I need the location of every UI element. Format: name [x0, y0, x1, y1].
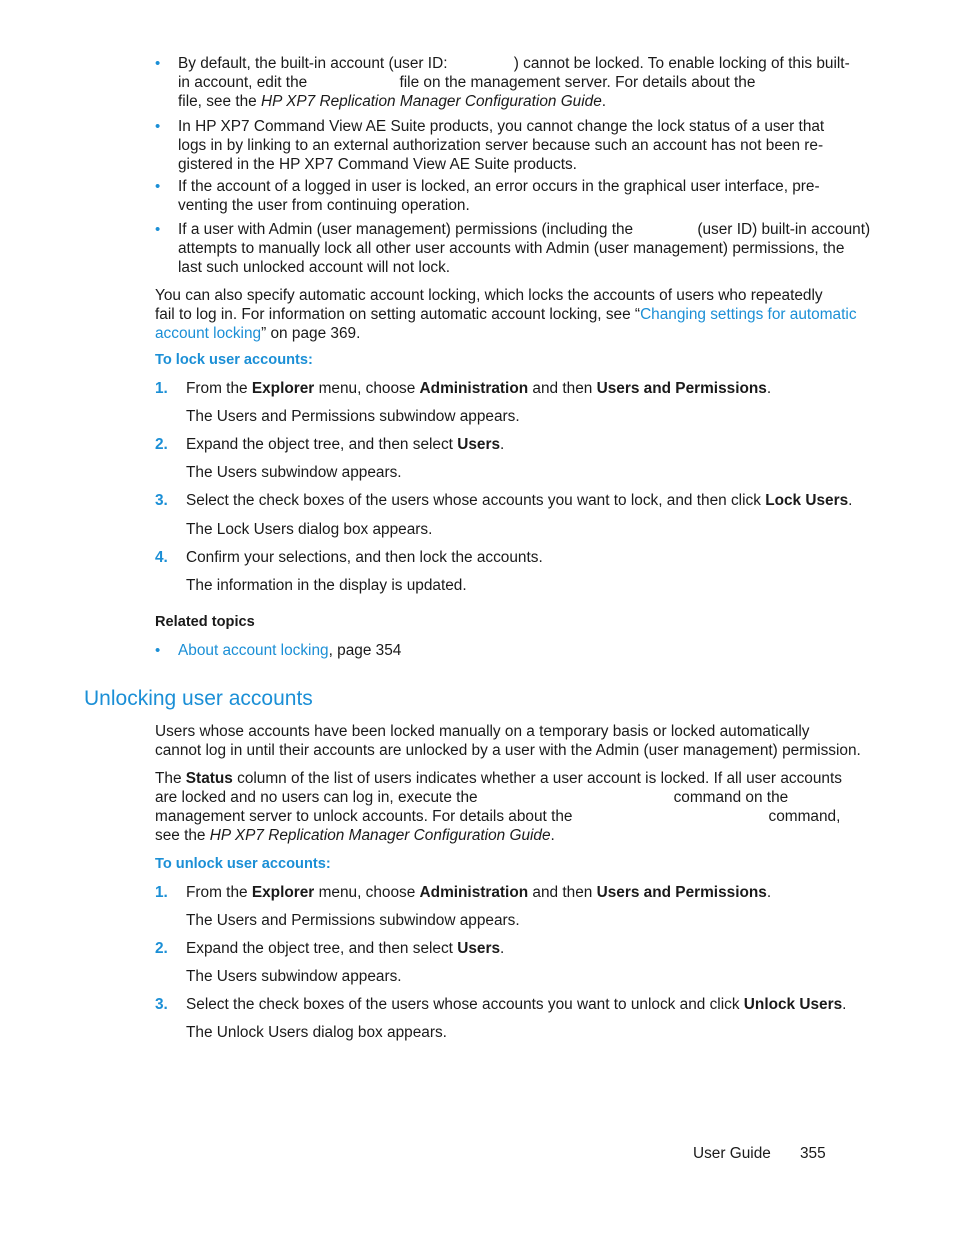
unlock-step-3-result: The Unlock Users dialog box appears. [186, 1024, 447, 1041]
lock-step-3-result: The Lock Users dialog box appears. [186, 521, 433, 538]
bullet-marker: • [155, 178, 161, 195]
lock-step-1: From the Explorer menu, choose Administration and then Users and Permissions. [186, 380, 772, 397]
changing-settings-link[interactable]: Changing settings for automatic [640, 306, 857, 323]
lock-step-2: Expand the object tree, and then select Users. [186, 436, 505, 453]
footer-label: User Guide [693, 1145, 771, 1162]
bullet-admin-lock: If a user with Admin (user management) permissions (including the (user ID) built-in account) attempts to manually lock all other user accounts with Admin (user management) permissions, the last such unlocked account will not lock. [178, 221, 871, 276]
unlock-step-2: Expand the object tree, and then select Users. [186, 940, 505, 957]
bullet-marker: • [155, 55, 161, 72]
changing-settings-link-cont[interactable]: account locking [155, 325, 262, 342]
bullet-builtin-account: By default, the built-in account (user ID: ) cannot be locked. To enable locking of this built- in account, edit the file on the management server. For details about the file, see the HP XP7 Replication Manager Configuration Guide. [178, 55, 850, 110]
step-number: 1. [155, 884, 168, 901]
step-number: 4. [155, 549, 168, 566]
bullet-logged-in-locked: If the account of a logged in user is locked, an error occurs in the graphical user interface, pre- venting the user from continuing operation. [178, 178, 820, 214]
lock-step-4-result: The information in the display is updated. [186, 577, 467, 594]
auto-lock-paragraph: You can also specify automatic account locking, which locks the accounts of users who repeatedly fail to log in. For information on setting automatic account locking, see “Changing settings for automatic account locking” on page 369. [155, 287, 857, 342]
lock-step-4: Confirm your selections, and then lock the accounts. [186, 549, 543, 566]
bullet-marker: • [155, 118, 161, 135]
status-paragraph: The Status column of the list of users indicates whether a user account is locked. If all user accounts are locked and no users can log in, execute the command on the management server to unlock accounts. For details about the command, see the HP XP7 Replication Manager Configuration Guide. [155, 770, 842, 844]
about-account-locking-link[interactable]: About account locking [178, 642, 329, 659]
step-number: 1. [155, 380, 168, 397]
bullet-marker: • [155, 221, 161, 238]
bullet-external-auth: In HP XP7 Command View AE Suite products, you cannot change the lock status of a user that logs in by linking to an external authorization server because such an account has not been re- gistered in the HP XP7 Command View AE Suite products. [178, 118, 825, 173]
unlock-step-1-result: The Users and Permissions subwindow appears. [186, 912, 520, 929]
lock-step-1-result: The Users and Permissions subwindow appears. [186, 408, 520, 425]
step-number: 2. [155, 436, 168, 453]
related-topic-item: About account locking, page 354 [178, 642, 402, 659]
lock-step-2-result: The Users subwindow appears. [186, 464, 402, 481]
related-topics-label: Related topics [155, 614, 255, 630]
unlock-procedure-title: To unlock user accounts: [155, 856, 331, 872]
unlock-step-3: Select the check boxes of the users whose accounts you want to unlock and click Unlock Users. [186, 996, 847, 1013]
unlock-step-2-result: The Users subwindow appears. [186, 968, 402, 985]
lock-procedure-title: To lock user accounts: [155, 352, 313, 368]
step-number: 2. [155, 940, 168, 957]
unlock-step-1: From the Explorer menu, choose Administration and then Users and Permissions. [186, 884, 772, 901]
lock-step-3: Select the check boxes of the users whose accounts you want to lock, and then click Lock Users. [186, 492, 853, 509]
bullet-marker: • [155, 642, 161, 659]
unlock-intro-paragraph: Users whose accounts have been locked manually on a temporary basis or locked automatically cannot log in until their accounts are unlocked by a user with the Admin (user management) permission. [155, 723, 861, 759]
section-heading: Unlocking user accounts [84, 687, 313, 710]
step-number: 3. [155, 996, 168, 1013]
step-number: 3. [155, 492, 168, 509]
page-number: 355 [800, 1145, 826, 1162]
